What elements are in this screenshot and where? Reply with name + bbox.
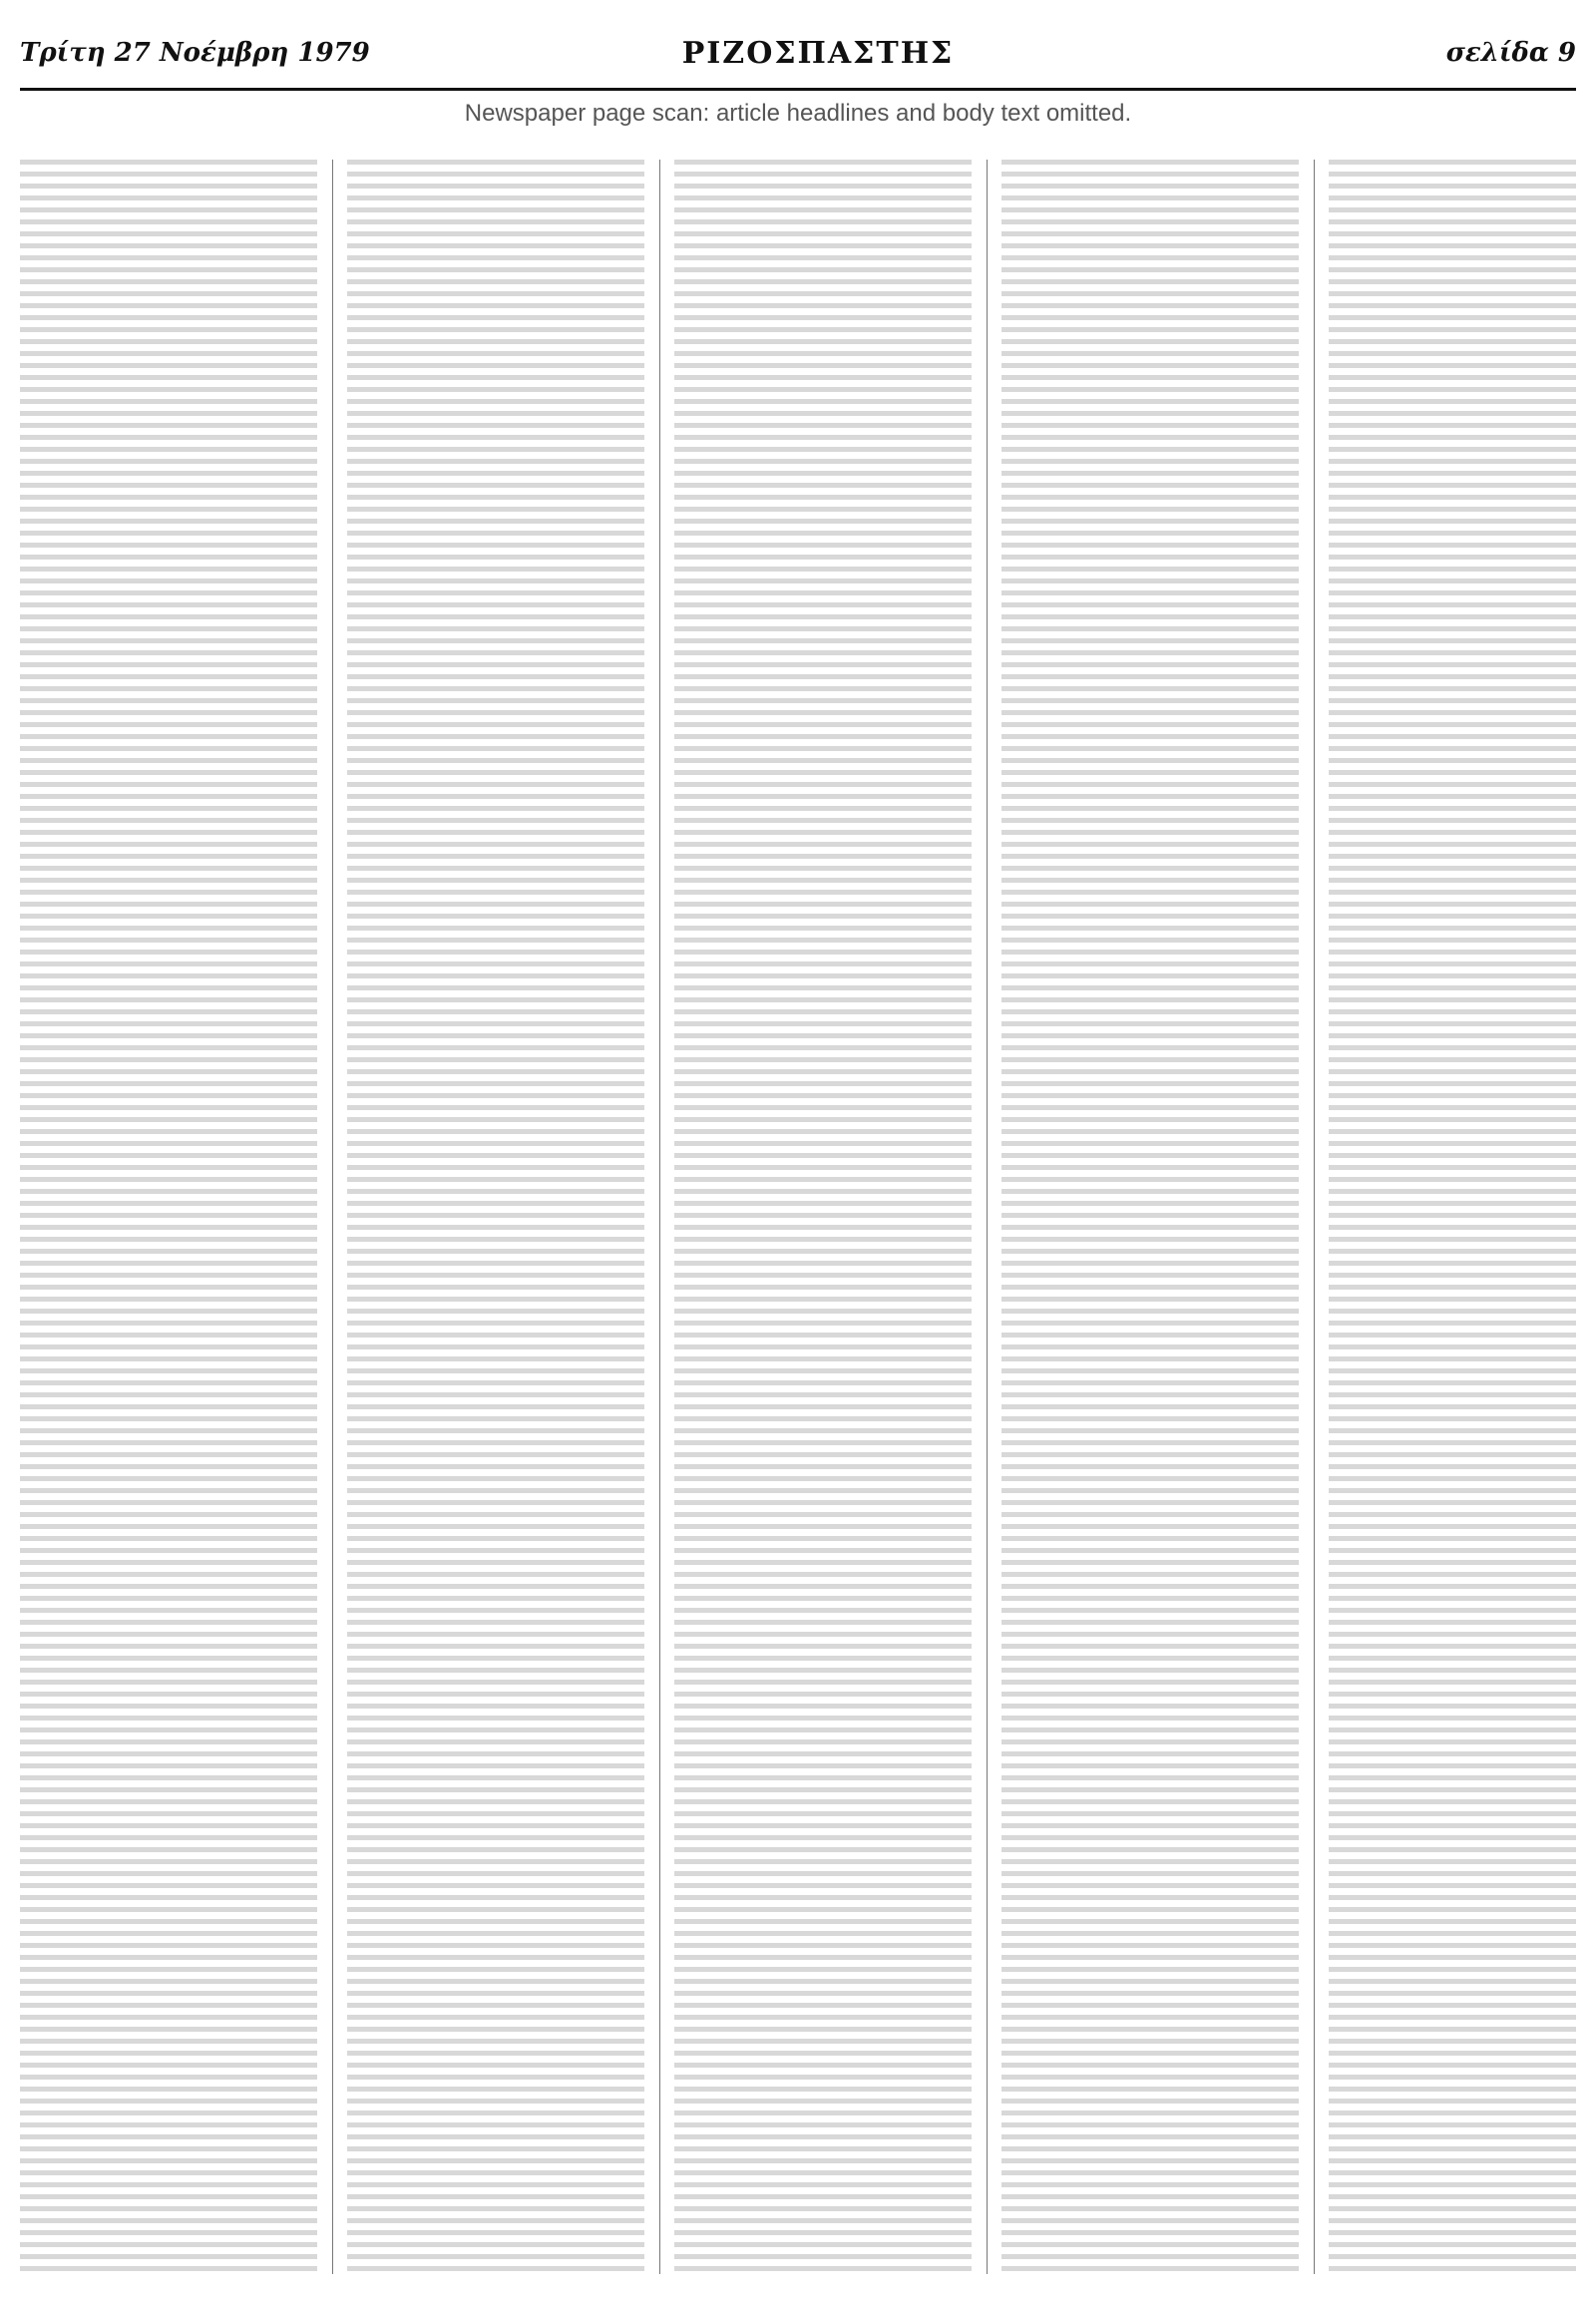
- column-rule: [987, 160, 988, 2274]
- newspaper-title: ΡΙΖΟΣΠΑΣΤΗΣ: [681, 36, 955, 71]
- column: [674, 160, 972, 2274]
- column-rule: [332, 160, 333, 2274]
- issue-date: Τρίτη 27 Νοέμβρη 1979: [20, 38, 370, 68]
- omission-note: Newspaper page scan: article headlines and body text omitted.: [464, 100, 1132, 127]
- column: [20, 160, 317, 2274]
- page-columns: [20, 160, 1576, 2274]
- page-number: σελίδα 9: [1445, 38, 1576, 68]
- masthead: [20, 18, 1576, 91]
- column: [1001, 160, 1299, 2274]
- column-rule: [659, 160, 660, 2274]
- column: [347, 160, 644, 2274]
- column-rule: [1314, 160, 1315, 2274]
- column: [1329, 160, 1576, 2274]
